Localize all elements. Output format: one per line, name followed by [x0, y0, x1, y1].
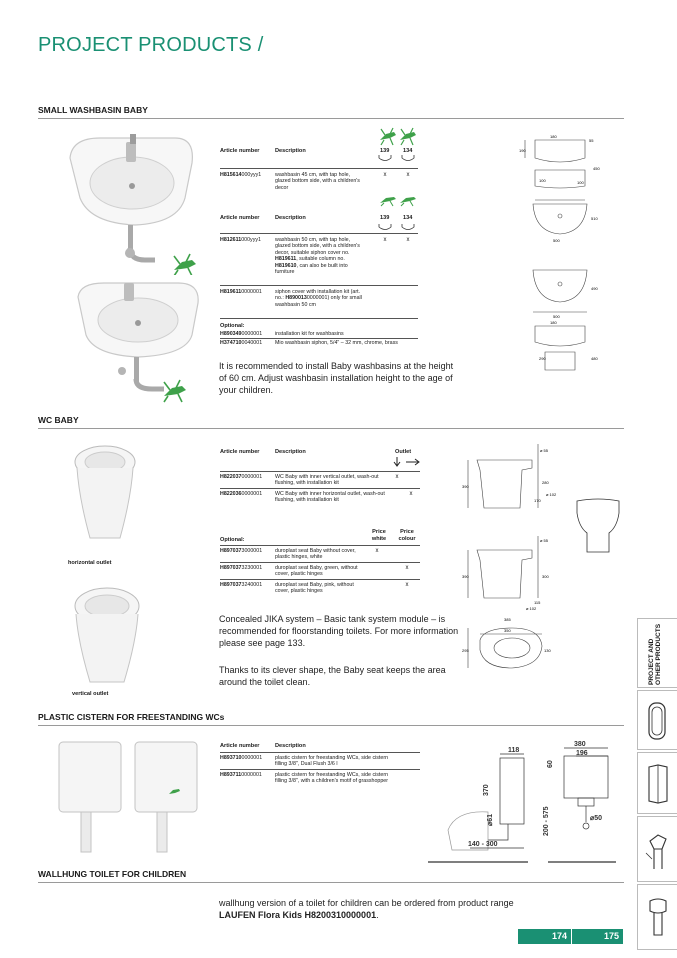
seat-shape-134-icon [401, 224, 415, 230]
svg-text:280: 280 [542, 480, 549, 485]
svg-text:140 - 300: 140 - 300 [468, 841, 498, 848]
wallhung-note: wallhung version of a toilet for children can be ordered from product range LAUFEN Flora Kids H8200310000001. [219, 898, 514, 921]
mark-price-white: x [375, 548, 379, 554]
mark-139: x [383, 172, 387, 178]
svg-text:300: 300 [542, 574, 549, 579]
product-description: siphon cover with installation kit (art. no.: H8900130000001) only for small washbasin 50 cm [275, 289, 362, 308]
column-header-article: Article number [220, 743, 260, 749]
svg-text:196: 196 [576, 750, 588, 757]
column-header-134: 134 [403, 148, 413, 154]
table-row [220, 488, 420, 505]
mark-134: x [406, 172, 410, 178]
product-description: Mio washbasin siphon, 5/4" – 32 mm, chrome, brass [275, 340, 398, 346]
article-number: H8196110000001 [220, 289, 262, 295]
wc-table-1 [220, 447, 420, 505]
faucet-icon [644, 829, 672, 871]
column-header-article: Article number [220, 449, 260, 455]
section-divider [38, 118, 624, 119]
mark-price-colour: x [405, 565, 409, 571]
svg-text:480: 480 [591, 356, 598, 361]
article-number: H815614000yyy1 [220, 172, 262, 178]
cistern-table [220, 742, 420, 786]
column-header-article: Article number [220, 148, 260, 154]
column-header-description: Description [275, 449, 306, 455]
section-heading-cistern: PLASTIC CISTERN FOR FREESTANDING WCs [38, 712, 225, 722]
svg-text:190: 190 [519, 148, 526, 153]
wc-technical-drawing [462, 438, 582, 683]
svg-text:500: 500 [553, 314, 560, 319]
svg-text:450: 450 [593, 166, 600, 171]
column-header-139: 139 [380, 148, 390, 154]
article-number: H8970373240001 [220, 582, 263, 588]
mark-139: x [383, 237, 387, 243]
cistern-technical-drawing [428, 740, 618, 870]
grasshopper-decor-icon [160, 378, 188, 404]
table-row [220, 471, 420, 488]
product-description: plastic cistern for freestanding WCs, side cistern filling 3/8", Dual Flush 3/6 l [275, 755, 389, 768]
svg-text:⌀50: ⌀50 [590, 815, 603, 822]
wc-note-concealed-system: Concealed JIKA system – Basic tank system module – is recommended for floorstanding toilets. For more information please see page 133. [219, 614, 459, 649]
section-divider [38, 428, 624, 429]
table-row [220, 285, 418, 318]
washbasin-table-1 [220, 126, 418, 202]
svg-text:⌀ 102: ⌀ 102 [526, 606, 537, 611]
mark-horizontal-outlet: x [409, 491, 413, 497]
side-tab-label: PROJECT AND OTHER PRODUCTS [648, 623, 663, 685]
page-title: PROJECT PRODUCTS / [38, 34, 264, 56]
svg-text:295: 295 [462, 648, 469, 653]
article-number: H3747100040001 [220, 340, 263, 346]
page-number-right: 175 [572, 929, 623, 944]
article-number: H8220360000001 [220, 491, 263, 497]
svg-text:⌀ 55: ⌀ 55 [540, 538, 548, 543]
plastic-cistern-photo [55, 738, 205, 860]
washbasin-technical-drawing [505, 130, 605, 380]
article-number: H8970373000001 [220, 548, 263, 554]
shower-enclosure-icon [646, 763, 670, 805]
wc-vertical-outlet-photo [62, 578, 152, 688]
wc-horizontal-outlet-photo [65, 438, 145, 553]
caption-vertical-outlet: vertical outlet [72, 691, 109, 697]
column-header-price-white: Price white [371, 529, 387, 543]
svg-text:510: 510 [591, 216, 598, 221]
column-header-134: 134 [403, 215, 413, 221]
product-description: duroplast seat Baby, green, without cover, plastic hinges [275, 565, 358, 578]
side-tab-project-products[interactable] [637, 618, 677, 688]
grasshopper-decor-icon [378, 193, 418, 207]
svg-text:350: 350 [504, 628, 511, 633]
article-number: H8220370000001 [220, 474, 263, 480]
svg-text:500: 500 [553, 238, 560, 243]
product-description: washbasin 45 cm, with tap hole, glazed bottom side, with a children's decor [275, 172, 360, 191]
seat-shape-139-icon [378, 224, 392, 230]
product-description: WC Baby with inner horizontal outlet, wash-out flushing, with installation kit [275, 491, 385, 504]
wc-table-2 [220, 528, 420, 596]
column-header-outlet: Outlet [395, 449, 412, 455]
svg-text:385: 385 [504, 617, 511, 622]
section-heading-washbasin: SMALL WASHBASIN BABY [38, 105, 148, 115]
optional-block [220, 318, 418, 348]
section-divider [38, 725, 624, 726]
siphon-icon [646, 897, 670, 939]
svg-text:55: 55 [589, 138, 594, 143]
mark-vertical-outlet: x [395, 474, 399, 480]
article-number: H8937110000001 [220, 772, 262, 778]
svg-text:⌀61: ⌀61 [487, 813, 494, 826]
svg-text:180: 180 [550, 134, 557, 139]
svg-text:115: 115 [534, 600, 541, 605]
article-number: H8937100000001 [220, 755, 263, 761]
product-description: duroplast seat Baby, pink, without cover, plastic hinges [275, 582, 354, 595]
svg-text:380: 380 [574, 741, 586, 748]
article-number: H8970373230001 [220, 565, 263, 571]
section-heading-wallhung: WALLHUNG TOILET FOR CHILDREN [38, 869, 187, 879]
column-header-description: Description [275, 148, 306, 154]
washbasin-note: It is recommended to install Baby washbasins at the height of 60 cm. Adjust washbasin installation height to the age of your children. [219, 361, 454, 396]
svg-text:60: 60 [547, 760, 554, 768]
table-row [220, 545, 420, 562]
section-divider [38, 882, 624, 883]
caption-horizontal-outlet: horizontal outlet [68, 560, 112, 566]
page-number-left: 174 [518, 929, 571, 944]
svg-text:118: 118 [508, 747, 520, 754]
svg-text:290: 290 [539, 356, 546, 361]
svg-text:⌀ 55: ⌀ 55 [540, 448, 548, 453]
wc-seat-shape-drawing [573, 497, 623, 557]
outlet-direction-icon [392, 457, 420, 467]
product-description: washbasin 50 cm, with tap hole, glazed bottom side, with a children's decor, suitable siphon cover no. H819611, suitable column no. H819610, can also be built into furniture [275, 237, 360, 276]
svg-text:200 - 575: 200 - 575 [543, 806, 550, 836]
column-header-description: Description [275, 215, 306, 221]
optional-label: Optional: [220, 537, 245, 543]
svg-text:390: 390 [462, 574, 469, 579]
side-tab-bathtubs[interactable] [637, 690, 677, 750]
product-description: WC Baby with inner vertical outlet, wash-out flushing, with installation kit [275, 474, 379, 487]
article-number: H8903490000001 [220, 331, 263, 337]
svg-text:100: 100 [577, 180, 584, 185]
washbasin-table-2 [220, 193, 418, 348]
product-description: duroplast seat Baby without cover, plastic hinges, white [275, 548, 356, 561]
optional-label: Optional: [220, 323, 245, 329]
side-tab-faucets[interactable] [637, 816, 677, 882]
seat-shape-139-icon [378, 155, 392, 161]
svg-text:100: 100 [539, 178, 546, 183]
svg-text:180: 180 [550, 320, 557, 325]
side-tab-accessories[interactable] [637, 884, 677, 950]
svg-text:490: 490 [591, 286, 598, 291]
column-header-article: Article number [220, 215, 260, 221]
column-header-description: Description [275, 743, 306, 749]
svg-text:170: 170 [534, 498, 541, 503]
product-description: installation kit for washbasins [275, 331, 344, 337]
section-heading-wc: WC BABY [38, 415, 79, 425]
grasshopper-decor-icon [378, 126, 418, 146]
bathtub-icon [646, 701, 668, 741]
column-header-139: 139 [380, 215, 390, 221]
table-row [220, 579, 420, 596]
column-header-price-colour: Price colour [398, 529, 416, 543]
mark-134: x [406, 237, 410, 243]
table-row [220, 562, 420, 579]
side-tab-shower-enclosures[interactable] [637, 752, 677, 814]
table-row [220, 769, 420, 786]
svg-text:⌀ 102: ⌀ 102 [546, 492, 557, 497]
table-row [220, 233, 418, 285]
article-number: H812611000yyy1 [220, 237, 261, 243]
svg-text:370: 370 [483, 784, 490, 796]
table-row [220, 752, 420, 769]
product-description: plastic cistern for freestanding WCs, side cistern filling 3/8", with a children's motif of grasshopper [275, 772, 389, 785]
row-divider [220, 338, 418, 339]
svg-text:390: 390 [462, 484, 469, 489]
wc-note-seat: Thanks to its clever shape, the Baby seat keeps the area around the toilet clean. [219, 665, 446, 688]
mark-price-colour: x [405, 582, 409, 588]
svg-text:130: 130 [544, 648, 551, 653]
seat-shape-134-icon [401, 155, 415, 161]
